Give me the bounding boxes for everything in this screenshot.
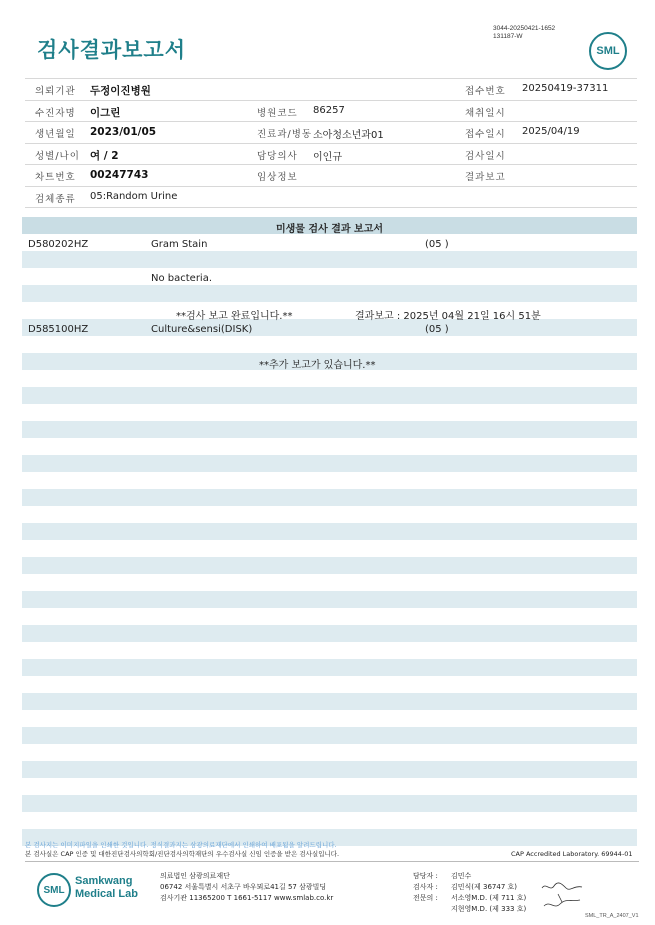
stripe [22,625,637,642]
sml-logo: SML [589,32,627,70]
reception-date-label: 접수일시 [465,129,506,140]
birth-label: 생년월일 [35,129,76,140]
additional-report-text: **추가 보고가 있습니다.** [259,360,376,371]
stripe [22,251,637,268]
document-code-line2: 131187-W [493,33,523,40]
hospital-code-label: 병원코드 [257,107,298,119]
stripe [22,319,637,336]
test-name: Gram Stain [151,239,208,250]
stripe [22,421,637,438]
staff-name: 지현영M.D. (제 333 호) [451,905,527,913]
test-date-label: 검사일시 [465,150,506,162]
footer-logo-icon: SML [37,873,71,907]
lab-address [160,871,333,904]
stripe [22,523,637,540]
patient-value: 이그린 [90,106,121,119]
staff-label: 검사자 : [413,883,438,891]
stripe [22,727,637,744]
staff-name: 김민수 [451,872,472,880]
info-row [25,122,637,144]
chart-label: 차트번호 [35,172,76,183]
result-text: No bacteria. [151,273,213,284]
signatures-icon [540,880,585,912]
stripe [22,557,637,574]
doctor-value: 이인규 [313,151,342,163]
lab-name [75,875,138,901]
staff-label: 담당자 : [413,872,438,880]
specimen-label: 검체종류 [35,193,76,205]
patient-info-table [25,78,637,208]
specimen-value: 05:Random Urine [90,190,178,202]
reception-no-value: 20250419-37311 [522,83,609,94]
dept-value: 소아청소년과01 [313,130,384,141]
cap-accreditation: CAP Accredited Laboratory. 69944-01 [511,850,633,858]
page-title: 검사결과보고서 [37,38,187,62]
info-row [25,78,637,101]
collection-date-label: 채취일시 [465,107,506,119]
stripe [22,455,637,472]
stripe [22,693,637,710]
form-code: SML_TR_A_2407_V1 [585,913,639,919]
result-section-title: 미생물 검사 결과 보고서 [275,224,384,235]
reception-date-value: 2025/04/19 [522,126,580,137]
result-stripes [22,217,637,846]
hospital-value: 두정이진병원 [90,85,151,97]
info-row [25,187,637,209]
stripe [22,761,637,778]
info-row [25,101,637,123]
info-row [25,144,637,166]
document-code-line1: 3044-20250421-1652 [493,25,556,32]
reception-no-label: 접수번호 [465,86,506,97]
document-code [493,25,555,41]
lab-contact: 검사기관 11365200 T 1661-5117 www.smlab.co.kr [160,894,334,902]
report-label: 결과보고 [465,172,506,183]
stripe [22,659,637,676]
patient-label: 수진자명 [35,107,76,119]
info-row [25,165,637,187]
stripe [22,285,637,302]
stripe [22,387,637,404]
staff-label: 전문의 : [413,894,438,902]
sex-age-label: 성별/나이 [35,150,80,162]
specimen-code: (05 ) [425,239,449,250]
test-code: D580202HZ [28,239,89,250]
print-notice: 본 검사지는 이미지파일을 인쇄한 것입니다. 정식결과지는 삼광의료재단에서 인쇄하여 배포됨을 알려드립니다. [25,841,337,849]
staff-list [413,871,526,915]
hospital-code-value: 86257 [313,104,345,116]
staff-name: 김민식(제 36747 호) [451,883,517,891]
lab-street: 06742 서울특별시 서초구 바우뫼로41길 57 삼광빌딩 [160,883,327,891]
doctor-label: 담당의사 [257,150,298,162]
hospital-label: 의뢰기관 [35,86,76,97]
accreditation-notice: 본 검사실은 CAP 인증 및 대한진단검사의학회/진단검사의학재단의 우수검사실 신임 인증을 받은 검사실입니다. [25,850,340,858]
specimen-code: (05 ) [425,324,449,335]
report-complete-text: **검사 보고 완료입니다.** [176,311,293,322]
lab-org: 의료법인 삼광의료재단 [160,872,230,880]
birth-value: 2023/01/05 [90,126,157,138]
staff-name: 서소영M.D. (제 711 호) [451,894,527,902]
test-name: Culture&sensi(DISK) [151,324,253,335]
report-datetime-text: 결과보고 : 2025년 04월 21일 16시 51분 [355,311,541,322]
footer-divider [25,861,639,862]
clinical-label: 임상정보 [257,172,298,183]
lab-name-line1: Samkwang [75,875,133,887]
dept-label: 진료과/병동 [257,129,313,140]
stripe [22,795,637,812]
chart-value: 00247743 [90,169,149,181]
stripe [22,591,637,608]
lab-name-line2: Medical Lab [75,888,138,900]
stripe [22,489,637,506]
test-code: D585100HZ [28,324,89,335]
sex-age-value: 여 / 2 [90,149,119,162]
